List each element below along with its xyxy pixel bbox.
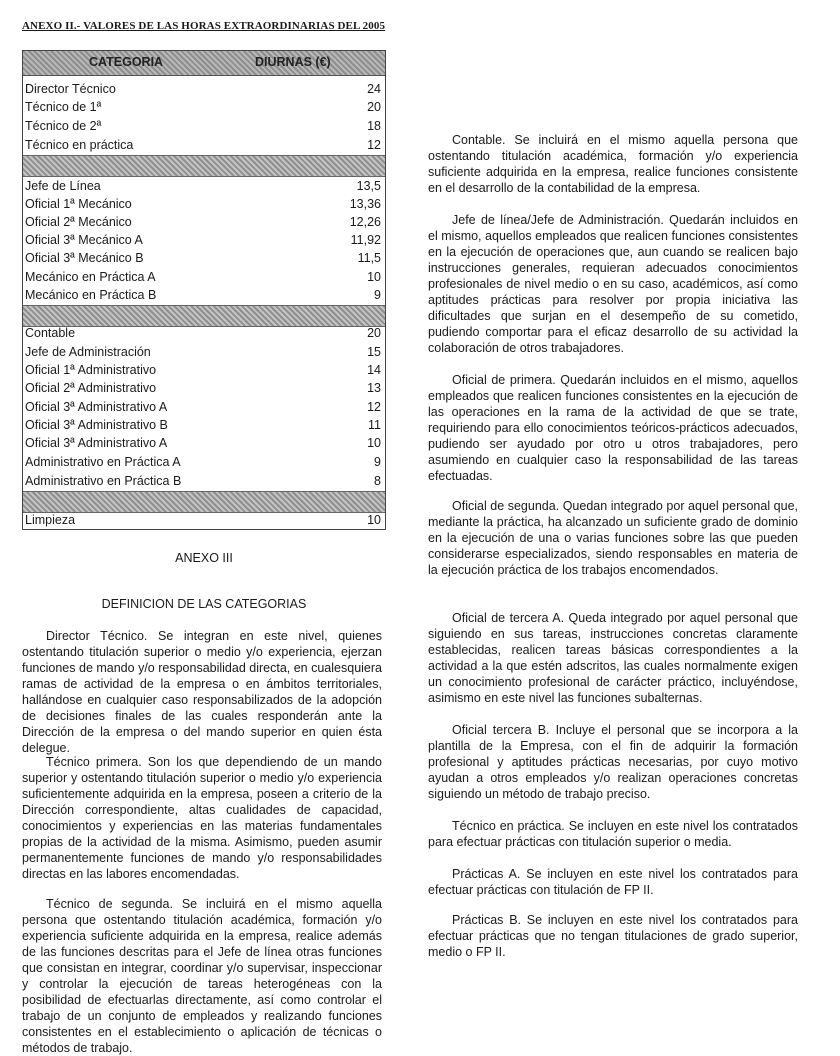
row-category: Técnico de 2ª — [25, 119, 102, 133]
table-row — [23, 269, 385, 287]
table-separator — [23, 491, 385, 513]
row-value: 13 — [367, 381, 381, 395]
table-row — [23, 137, 385, 155]
table-row — [23, 362, 385, 380]
definition-paragraph: Jefe de línea/Jefe de Administración. Quedarán incluidos en el mismo, aquellos empleados que realicen funciones consistentes en la ejecución de operaciones que, aun cuando se realicen bajo instrucciones generales, requieran adecuados conocimientos profesionales de nivel medio o en su caso, académicos, así como aptitudes prácticas para resolver por propia iniciativa las dificultades que surjan en el desempeño de su cometido, pudiendo comportar para el eficaz desarrollo de su actividad la colaboración de otros trabajadores. — [428, 213, 798, 355]
header-category: CATEGORIA — [89, 55, 164, 69]
table-row — [23, 325, 385, 343]
row-category: Administrativo en Práctica A — [25, 455, 181, 469]
row-category: Técnico de 1ª — [25, 100, 102, 114]
row-value: 13,5 — [356, 179, 381, 193]
row-category: Oficial 3ª Administrativo B — [25, 418, 168, 432]
row-value: 14 — [367, 363, 381, 377]
table-row — [23, 214, 385, 232]
definition-paragraph: Técnico en práctica. Se incluyen en este nivel los contratados para efectuar prácticas con titulación superior o media. — [428, 819, 798, 849]
definition-paragraph: Contable. Se incluirá en el mismo aquella persona que ostentando titulación académica, formación y/o experiencia suficiente adquirida en la empresa, realice funciones consistente en el desarrollo de la contabilidad de la empresa. — [428, 133, 798, 195]
row-value: 12 — [367, 138, 381, 152]
row-value: 9 — [374, 455, 381, 469]
row-category: Oficial 1ª Mecánico — [25, 197, 132, 211]
row-category: Jefe de Administración — [25, 345, 151, 359]
table-row — [23, 287, 385, 305]
row-category: Oficial 3ª Administrativo A — [25, 436, 168, 450]
row-category: Oficial 2ª Mecánico — [25, 215, 132, 229]
annex3-subtitle: DEFINICION DE LAS CATEGORIAS — [101, 597, 307, 611]
row-value: 12 — [367, 400, 381, 414]
row-value: 20 — [367, 100, 381, 114]
row-category: Oficial 3ª Administrativo A — [25, 400, 168, 414]
table-row — [23, 250, 385, 268]
table-row — [23, 81, 385, 99]
table-row — [23, 232, 385, 250]
definition-paragraph: Prácticas B. Se incluyen en este nivel los contratados para efectuar prácticas que no tengan titulaciones de grado superior, medio o FP II. — [428, 913, 798, 959]
table-row — [23, 417, 385, 435]
row-value: 8 — [374, 474, 381, 488]
row-value: 10 — [367, 513, 381, 527]
table-row — [23, 473, 385, 491]
table-row — [23, 344, 385, 362]
table-row — [23, 196, 385, 214]
overtime-table — [22, 50, 386, 530]
table-separator — [23, 155, 385, 177]
row-value: 15 — [367, 345, 381, 359]
row-value: 11,5 — [357, 251, 381, 265]
row-value: 18 — [367, 119, 381, 133]
row-category: Mecánico en Práctica A — [25, 270, 156, 284]
table-row — [23, 399, 385, 417]
annex3-title: ANEXO III — [175, 551, 233, 565]
row-category: Mecánico en Práctica B — [25, 288, 157, 302]
definition-paragraph: Técnico primera. Son los que dependiendo de un mando superior y ostentando titulación superior o medio y/o experiencia suficientemente adquirida en la empresa, poseen a criterio de la Dirección correspondiente, altas cualidades de capacidad, conocimientos y experiencias en las materias fundamentales propias de la actividad de la misma. Asimismo, pueden asumir permanentemente funciones de mando y/o responsabilidades directas en las labores encomendadas. — [22, 755, 382, 881]
table-row — [23, 99, 385, 117]
table-separator — [23, 305, 385, 327]
definition-paragraph: Oficial tercera B. Incluye el personal que se incorpora a la plantilla de la Empresa, con el fin de adquirir la formación profesional y aptitudes prácticas necesarias, por cuyo motivo ayudan a otros empleados y/o realizan operaciones concretas siguiendo un método de trabajo preciso. — [428, 723, 798, 801]
definition-paragraph: Director Técnico. Se integran en este nivel, quienes ostentando titulación superior o medio y/o experiencia, ejerzan funciones de mando y/o responsabilidad directa, en cualesquiera ramas de actividad de la empresa o en ámbitos territoriales, hallándose en cualquier caso responsabilizados de la adopción de decisiones finales de las cuales responderán ante la Dirección de la empresa o del mando superior en quien ésta delegue. — [22, 629, 382, 755]
definition-paragraph: Técnico de segunda. Se incluirá en el mismo aquella persona que ostentando titulación académica, formación y/o experiencia suficiente adquirida en la empresa, realice además de las funciones descritas para el Jefe de línea otras funciones que consistan en integrar, coordinar y/o supervisar, inspeccionar y controlar la ejecución de tareas heterogéneas con la posibilidad de efectuarlas directamente, así como controlar el trabajo de un conjunto de empleados y realizando funciones consistentes en el establecimiento o aplicación de técnicas o métodos de trabajo. — [22, 897, 382, 1055]
row-value: 11 — [368, 418, 381, 432]
table-row — [23, 380, 385, 398]
row-value: 20 — [367, 326, 381, 340]
row-category: Técnico en práctica — [25, 138, 134, 152]
row-category: Director Técnico — [25, 82, 116, 96]
row-value: 13,36 — [349, 197, 381, 211]
row-category: Oficial 3ª Mecánico B — [25, 251, 144, 265]
row-value: 12,26 — [349, 215, 381, 229]
row-category: Oficial 3ª Mecánico A — [25, 233, 143, 247]
row-category: Administrativo en Práctica B — [25, 474, 182, 488]
header-value: DIURNAS (€) — [255, 55, 331, 69]
table-row — [23, 118, 385, 136]
row-category: Oficial 2ª Administrativo — [25, 381, 157, 395]
row-category: Contable — [25, 326, 76, 340]
row-value: 11,92 — [350, 233, 381, 247]
table-row — [23, 435, 385, 453]
row-value: 9 — [374, 288, 381, 302]
definition-paragraph: Oficial de primera. Quedarán incluidos en el mismo, aquellos empleados que realicen funciones consistentes en la ejecución de las operaciones en la rama de la actividad de que se trate, requiriendo para ello conocimientos teóricos-prácticos adecuados, pudiendo ser ayudado por otro u otros trabajadores, pero asumiendo en cualquier caso la responsabilidad de las tareas efectuadas. — [428, 373, 798, 483]
definition-paragraph: Oficial de tercera A. Queda integrado por aquel personal que siguiendo en sus tareas, instrucciones concretas claramente establecidas, realicen tareas básicas correspondientes a la actividad a la que estén adscritos, las cuales normalmente exigen un conocimiento profesional de carácter práctico, incluyéndose, asimismo en este nivel las funciones subalternas. — [428, 611, 798, 705]
annex2-title: ANEXO II.- VALORES DE LAS HORAS EXTRAORDINARIAS DEL 2005 — [22, 20, 386, 32]
row-value: 10 — [367, 436, 381, 450]
row-category: Oficial 1ª Administrativo — [25, 363, 157, 377]
definition-paragraph: Prácticas A. Se incluyen en este nivel los contratados para efectuar prácticas con titulación de FP II. — [428, 867, 798, 897]
row-value: 24 — [367, 82, 381, 96]
row-category: Limpieza — [25, 513, 76, 527]
table-row — [23, 454, 385, 472]
row-category: Jefe de Línea — [25, 179, 101, 193]
table-row — [23, 178, 385, 196]
definition-paragraph: Oficial de segunda. Quedan integrado por aquel personal que, mediante la práctica, ha alcanzado un suficiente grado de dominio en la ejecución de una o varias funciones sobre las que pueden considerarse especializados, siendo responsables en materia de la ejecución práctica de los trabajos encomendados. — [428, 499, 798, 577]
table-header — [23, 51, 385, 76]
row-value: 10 — [367, 270, 381, 284]
table-row — [23, 512, 385, 530]
